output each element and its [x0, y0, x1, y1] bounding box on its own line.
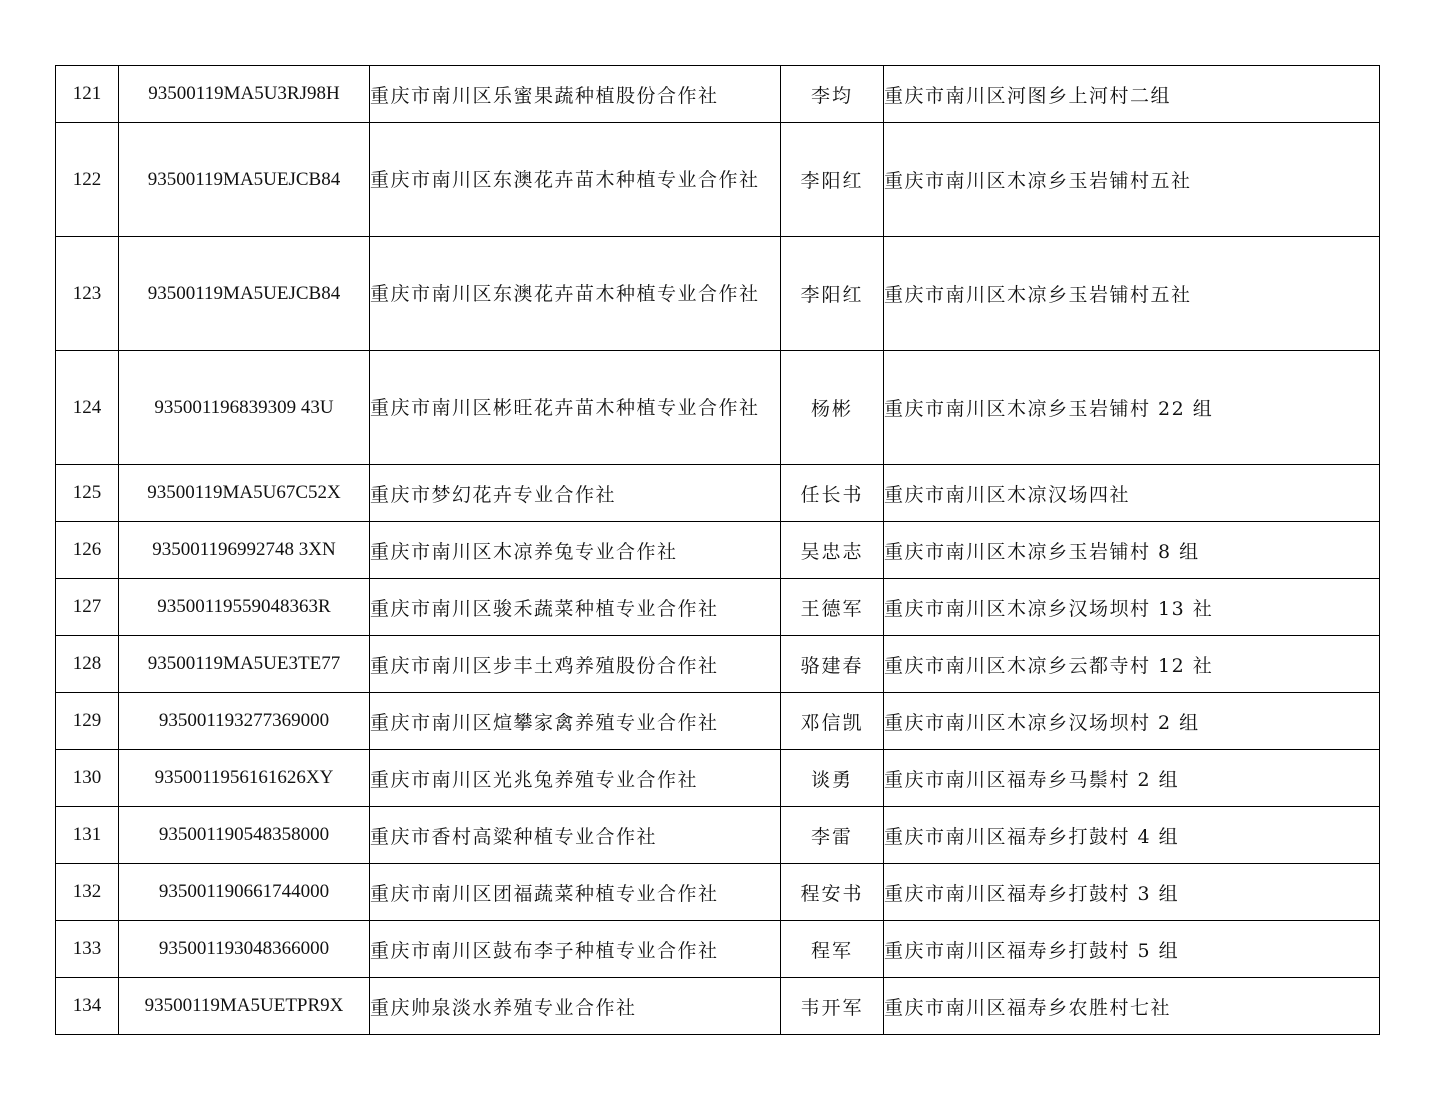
row-number: 126 — [56, 522, 119, 579]
cooperative-name: 重庆市南川区木凉养兔专业合作社 — [370, 522, 781, 579]
cooperative-name: 重庆市南川区彬旺花卉苗木种植专业合作社 — [370, 351, 781, 465]
legal-representative: 李雷 — [781, 807, 884, 864]
table-row — [56, 522, 1380, 579]
address: 重庆市南川区福寿乡农胜村七社 — [884, 978, 1380, 1035]
address: 重庆市南川区福寿乡打鼓村 4 组 — [884, 807, 1380, 864]
table-row — [56, 693, 1380, 750]
table-row — [56, 636, 1380, 693]
legal-representative: 谈勇 — [781, 750, 884, 807]
table-row — [56, 921, 1380, 978]
legal-representative: 程安书 — [781, 864, 884, 921]
credit-code: 93500119MA5UETPR9X — [119, 978, 370, 1035]
row-number: 127 — [56, 579, 119, 636]
credit-code: 93500119MA5UEJCB84 — [119, 237, 370, 351]
legal-representative: 邓信凯 — [781, 693, 884, 750]
row-number: 123 — [56, 237, 119, 351]
credit-code: 93500119MA5U3RJ98H — [119, 66, 370, 123]
legal-representative: 任长书 — [781, 465, 884, 522]
table-row — [56, 579, 1380, 636]
row-number: 131 — [56, 807, 119, 864]
cooperative-name: 重庆市南川区团福蔬菜种植专业合作社 — [370, 864, 781, 921]
table-row — [56, 864, 1380, 921]
table-row — [56, 978, 1380, 1035]
legal-representative: 骆建春 — [781, 636, 884, 693]
row-number: 125 — [56, 465, 119, 522]
credit-code: 93500119MA5U67C52X — [119, 465, 370, 522]
table-row — [56, 465, 1380, 522]
table-row — [56, 750, 1380, 807]
legal-representative: 程军 — [781, 921, 884, 978]
cooperative-name: 重庆市南川区骏禾蔬菜种植专业合作社 — [370, 579, 781, 636]
address: 重庆市南川区木凉乡汉场坝村 2 组 — [884, 693, 1380, 750]
table-row — [56, 807, 1380, 864]
credit-code: 935001193277369000 — [119, 693, 370, 750]
cooperative-name: 重庆市南川区乐蜜果蔬种植股份合作社 — [370, 66, 781, 123]
row-number: 132 — [56, 864, 119, 921]
cooperative-name: 重庆市梦幻花卉专业合作社 — [370, 465, 781, 522]
credit-code: 93500119MA5UEJCB84 — [119, 123, 370, 237]
row-number: 129 — [56, 693, 119, 750]
cooperative-name: 重庆帅泉淡水养殖专业合作社 — [370, 978, 781, 1035]
credit-code: 9350011956161626XY — [119, 750, 370, 807]
cooperative-name: 重庆市南川区东澳花卉苗木种植专业合作社 — [370, 237, 781, 351]
table-row — [56, 237, 1380, 351]
address: 重庆市南川区福寿乡马鬃村 2 组 — [884, 750, 1380, 807]
cooperative-name: 重庆市南川区步丰土鸡养殖股份合作社 — [370, 636, 781, 693]
credit-code: 935001190661744000 — [119, 864, 370, 921]
row-number: 130 — [56, 750, 119, 807]
address: 重庆市南川区木凉乡汉场坝村 13 社 — [884, 579, 1380, 636]
credit-code: 935001193048366000 — [119, 921, 370, 978]
table-row — [56, 351, 1380, 465]
row-number: 133 — [56, 921, 119, 978]
legal-representative: 李均 — [781, 66, 884, 123]
table-row — [56, 123, 1380, 237]
address: 重庆市南川区木凉乡玉岩铺村 22 组 — [884, 351, 1380, 465]
credit-code: 935001196992748 3XN — [119, 522, 370, 579]
legal-representative: 韦开军 — [781, 978, 884, 1035]
row-number: 124 — [56, 351, 119, 465]
credit-code: 935001196839309 43U — [119, 351, 370, 465]
row-number: 134 — [56, 978, 119, 1035]
cooperative-name: 重庆市南川区鼓布李子种植专业合作社 — [370, 921, 781, 978]
cooperative-name: 重庆市南川区光兆兔养殖专业合作社 — [370, 750, 781, 807]
legal-representative: 王德军 — [781, 579, 884, 636]
address: 重庆市南川区福寿乡打鼓村 5 组 — [884, 921, 1380, 978]
address: 重庆市南川区福寿乡打鼓村 3 组 — [884, 864, 1380, 921]
legal-representative: 杨彬 — [781, 351, 884, 465]
credit-code: 935001190548358000 — [119, 807, 370, 864]
row-number: 122 — [56, 123, 119, 237]
address: 重庆市南川区木凉乡玉岩铺村五社 — [884, 237, 1380, 351]
address: 重庆市南川区木凉乡玉岩铺村五社 — [884, 123, 1380, 237]
row-number: 128 — [56, 636, 119, 693]
cooperative-name: 重庆市香村高粱种植专业合作社 — [370, 807, 781, 864]
cooperative-registry-table — [55, 65, 1380, 1035]
cooperative-name: 重庆市南川区煊攀家禽养殖专业合作社 — [370, 693, 781, 750]
address: 重庆市南川区木凉乡玉岩铺村 8 组 — [884, 522, 1380, 579]
legal-representative: 吴忠志 — [781, 522, 884, 579]
credit-code: 93500119559048363R — [119, 579, 370, 636]
credit-code: 93500119MA5UE3TE77 — [119, 636, 370, 693]
legal-representative: 李阳红 — [781, 237, 884, 351]
cooperative-name: 重庆市南川区东澳花卉苗木种植专业合作社 — [370, 123, 781, 237]
row-number: 121 — [56, 66, 119, 123]
legal-representative: 李阳红 — [781, 123, 884, 237]
address: 重庆市南川区木凉乡云都寺村 12 社 — [884, 636, 1380, 693]
address: 重庆市南川区河图乡上河村二组 — [884, 66, 1380, 123]
address: 重庆市南川区木凉汉场四社 — [884, 465, 1380, 522]
table-row — [56, 66, 1380, 123]
